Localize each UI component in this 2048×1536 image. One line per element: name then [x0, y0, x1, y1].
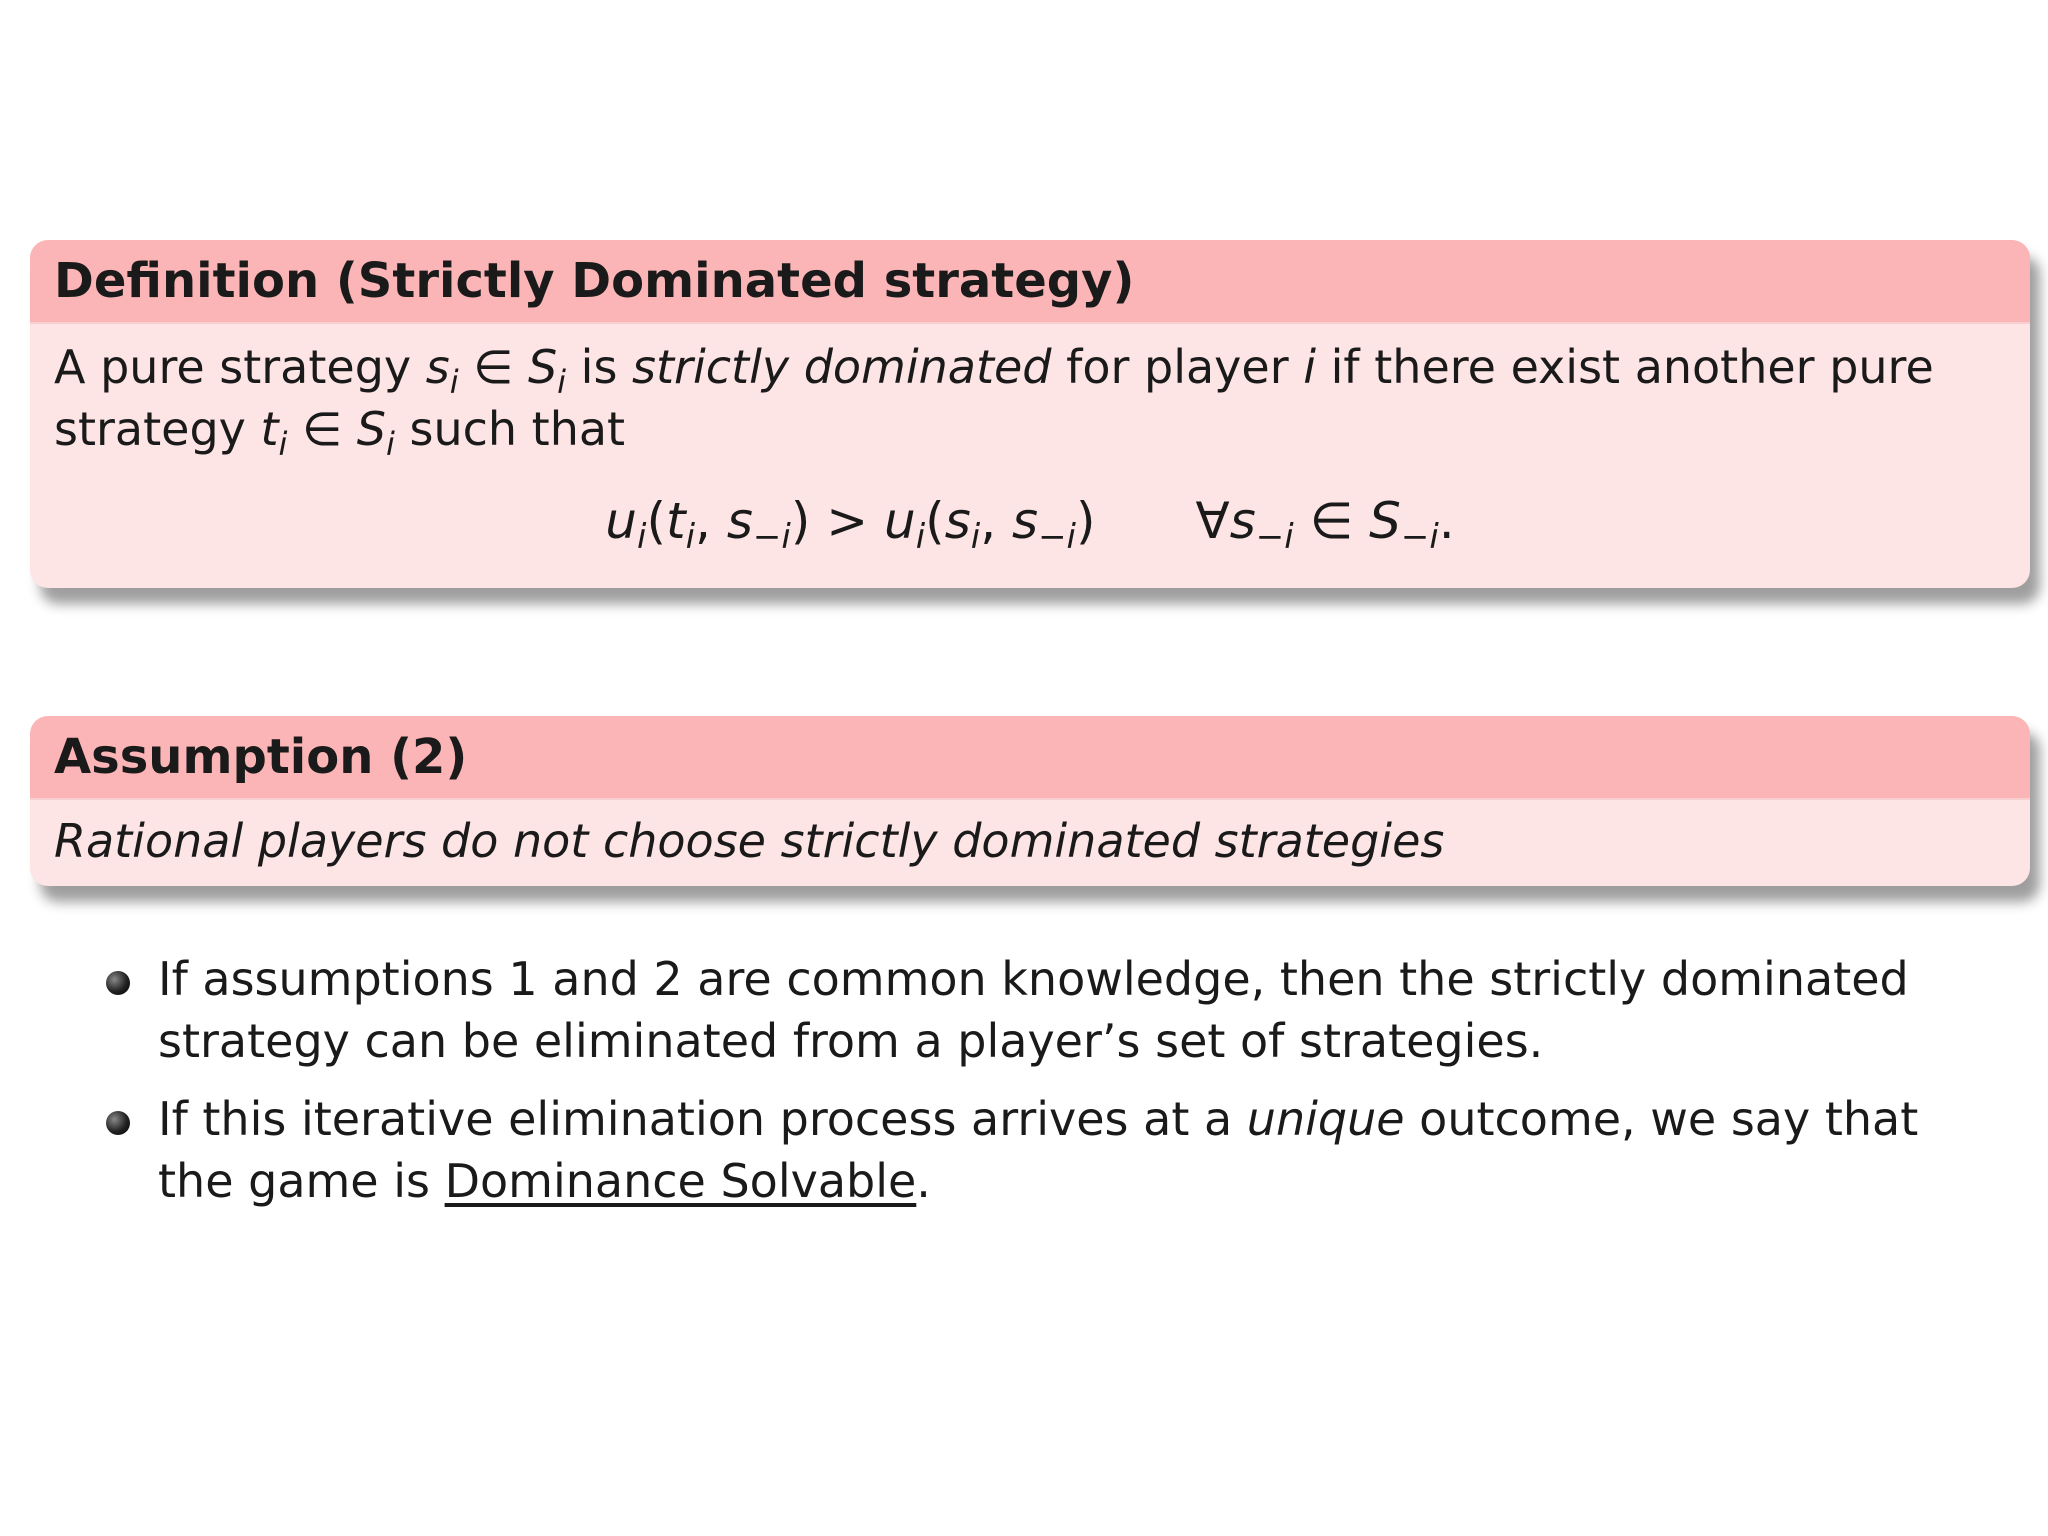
- bullet-icon: [106, 971, 130, 995]
- dominance-formula: $u_i(t_i$, $s_{-i}) > u_i(s_i$, $s_{-i}$) $\forall s_{-i}$ ∈ $S_{-i}$.: [605, 492, 1455, 557]
- assumption-block: [30, 716, 2030, 886]
- assumption-body: Rational players do not choose strictly dominated strategies: [54, 814, 1445, 868]
- list-item: If this iterative elimination process arrives at a unique outcome, we say that the game is Dominance Solvable.: [106, 1088, 2006, 1212]
- strictly-dominated-term: strictly dominated: [632, 340, 1052, 394]
- definition-title: Definition (Strictly Dominated strategy): [30, 240, 2030, 324]
- bullet-icon: [106, 1111, 130, 1135]
- definition-line-2: strategy $t_i$ ∈ $S_i$ such that: [54, 402, 626, 463]
- list-item: If assumptions 1 and 2 are common knowledge, then the strictly dominated strategy can be eliminated from a player’s set of strategies.: [106, 948, 2006, 1072]
- definition-body: [30, 324, 2030, 588]
- definition-line-1: A pure strategy $s_i$ ∈ $S_i$ is strictly dominated for player i if there exist another pure: [54, 340, 1934, 401]
- assumption-title: Assumption (2): [30, 716, 2030, 800]
- bullet-list: [106, 948, 2006, 1228]
- dominance-solvable-term: Dominance Solvable: [444, 1154, 917, 1208]
- definition-block: [30, 240, 2030, 588]
